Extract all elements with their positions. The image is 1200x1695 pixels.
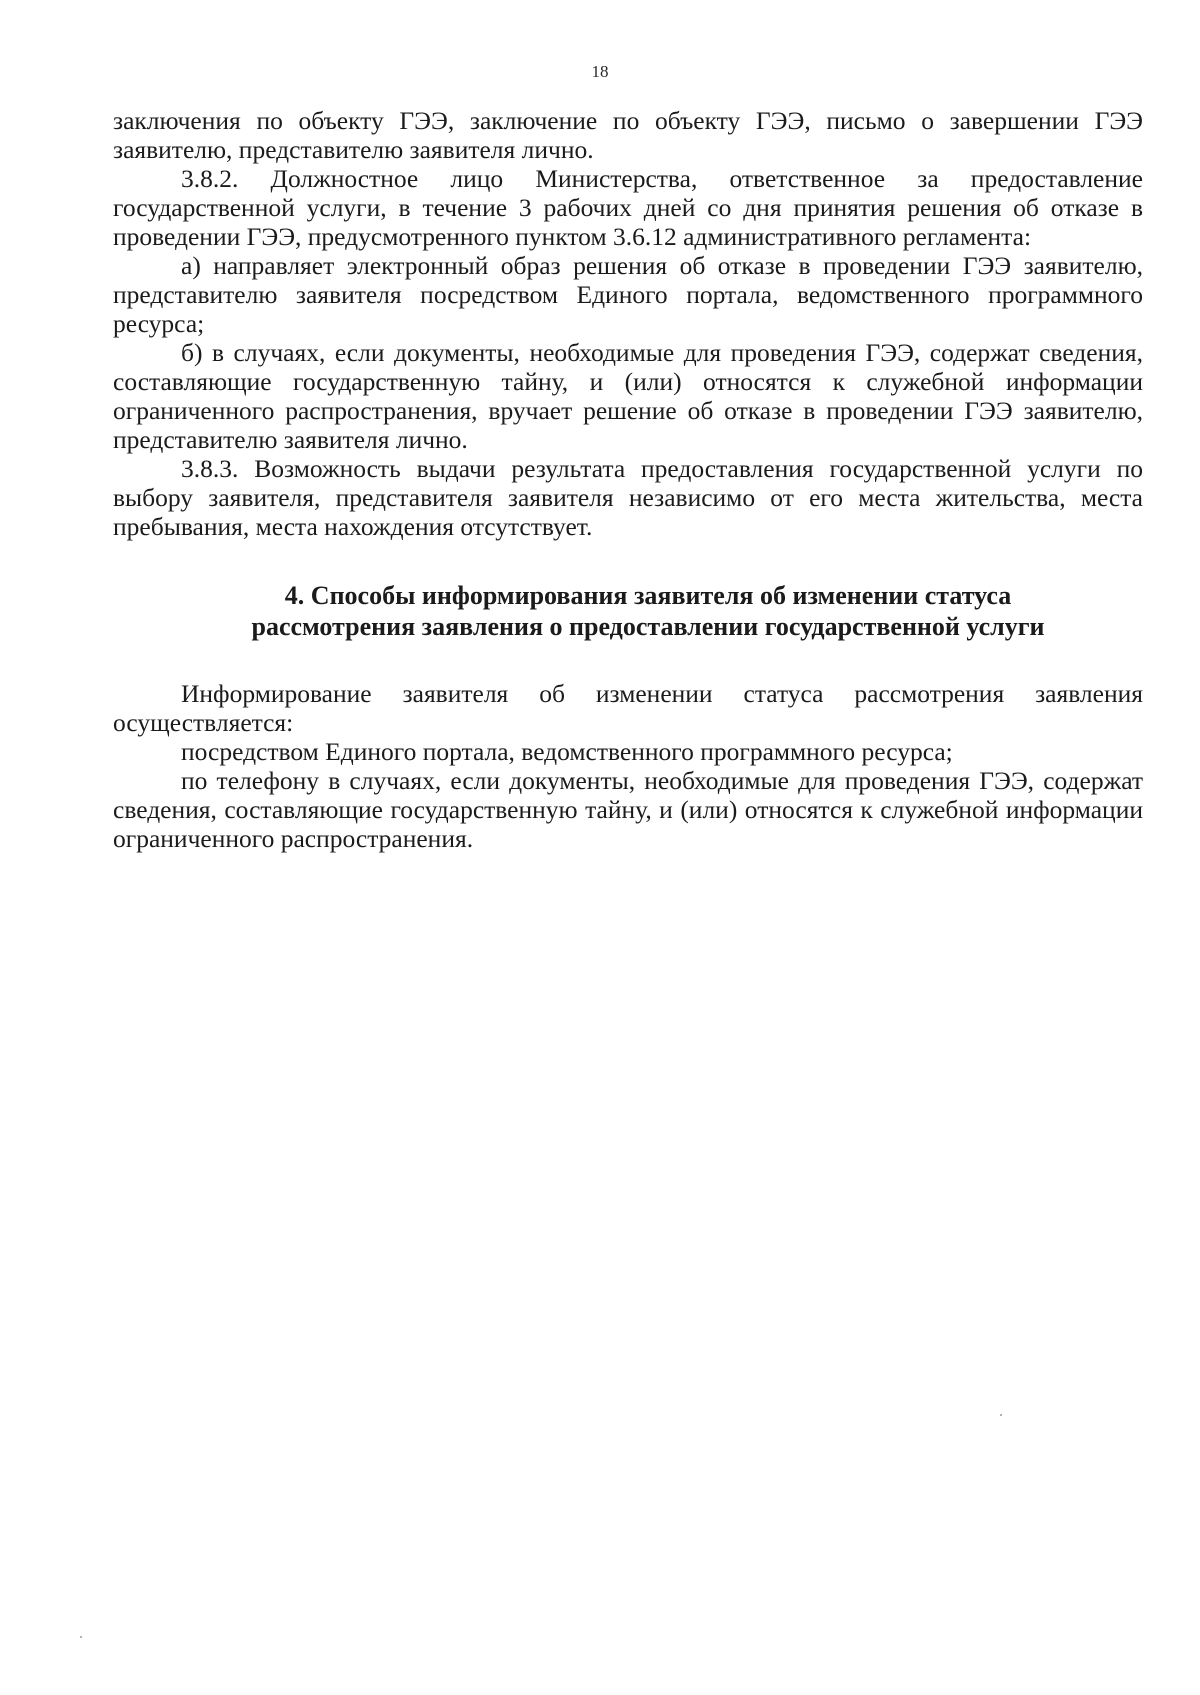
section-heading-line-2: рассмотрения заявления о предоставлении государственной услуги (251, 612, 1045, 641)
paragraph-informing-intro: Информирование заявителя об изменении статуса рассмотрения заявления осуществляется: (113, 679, 1143, 737)
section-heading-line-1: 4. Способы информирования заявителя об изменении статуса (284, 581, 1012, 610)
paragraph-conclusion-delivery: заключения по объекту ГЭЭ, заключение по объекту ГЭЭ, письмо о завершении ГЭЭ заявителю, представителю заявителя лично. (113, 106, 1143, 164)
paragraph-informing-phone: по телефону в случаях, если документы, необходимые для проведения ГЭЭ, содержат сведения, составляющие государственную тайну, и (или) относятся к служебной информации ограниченного распространения. (113, 766, 1143, 853)
page-number: 18 (591, 62, 609, 81)
paragraph-3-8-3: 3.8.3. Возможность выдачи результата предоставления государственной услуги по выбору заявителя, представителя заявителя независимо от его места жительства, места пребывания, места нахождения отсутствует. (113, 454, 1143, 541)
paragraph-3-8-2: 3.8.2. Должностное лицо Министерства, ответственное за предоставление государственной услуги, в течение 3 рабочих дней со дня принятия решения об отказе в проведении ГЭЭ, предусмотренного пунктом 3.6.12 административного регламента: (113, 164, 1143, 251)
section-4-heading (113, 580, 1143, 642)
document-body (113, 106, 1143, 853)
paragraph-item-b: б) в случаях, если документы, необходимые для проведения ГЭЭ, содержат сведения, составляющие государственную тайну, и (или) относятся к служебной информации ограниченного распространения, вручает решение об отказе в проведении ГЭЭ заявителю, представителю заявителя лично. (113, 338, 1143, 454)
scan-speck (80, 1636, 82, 1638)
paragraph-informing-portal: посредством Единого портала, ведомственного программного ресурса; (181, 737, 953, 766)
scan-speck (1000, 1414, 1002, 1416)
paragraph-item-a: а) направляет электронный образ решения об отказе в проведении ГЭЭ заявителю, представителю заявителя посредством Единого портала, ведомственного программного ресурса; (113, 251, 1143, 338)
